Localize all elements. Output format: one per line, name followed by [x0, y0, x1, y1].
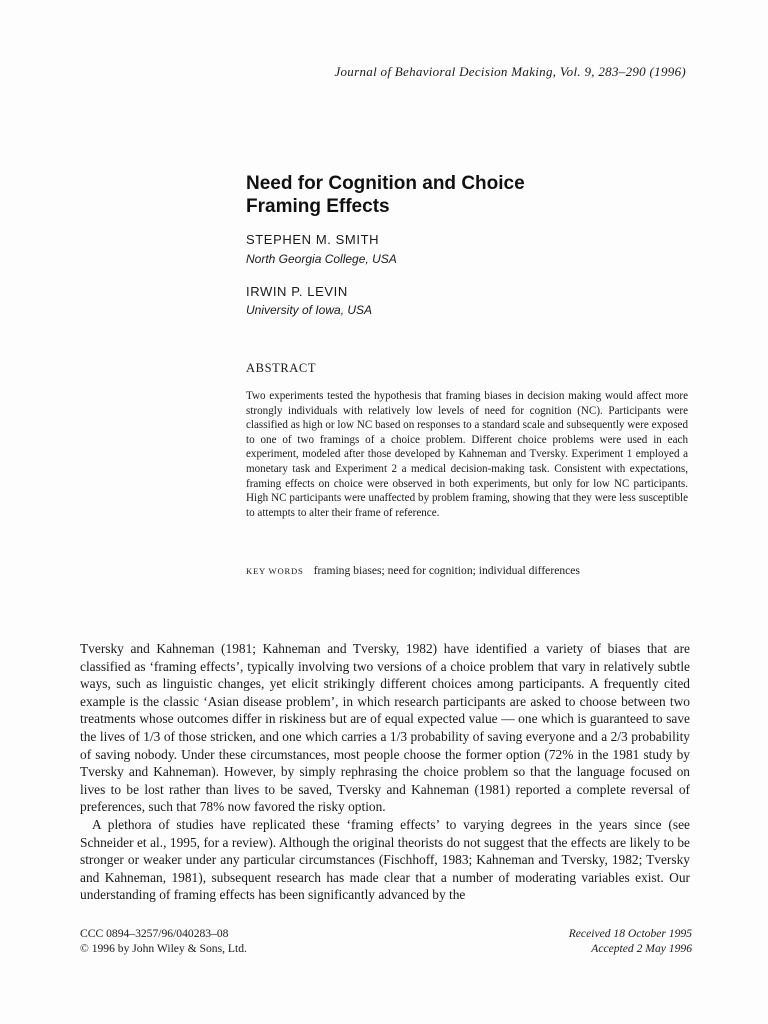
abstract-heading: ABSTRACT	[246, 361, 317, 375]
abstract-text: Two experiments tested the hypothesis that framing biases in decision making would affect more strongly individuals with relatively low levels of need for cognition (NC). Participants were classified as high or low NC based on responses to a standard scale and subsequently were exposed to one of two framings of a choice problem. Different choice problems were used in each experiment, modeled after those developed by Kahneman and Tversky. Experiment 1 employed a monetary task and Experiment 2 a medical decision-making task. Consistent with expectations, framing effects on choice were observed in both experiments, but only for low NC participants. High NC participants were unaffected by problem framing, showing that they were less susceptible to attempts to alter their frame of reference.	[246, 390, 688, 519]
author-affiliation-2: University of Iowa, USA	[246, 303, 373, 317]
journal-header: Journal of Behavioral Decision Making, Vol. 9, 283–290 (1996)	[334, 64, 686, 79]
keywords	[246, 564, 688, 577]
received-date: Received 18 October 1995	[568, 927, 692, 940]
keywords-text: framing biases; need for cognition; individual differences	[313, 564, 580, 577]
body-paragraph-2: A plethora of studies have replicated these ‘framing effects’ to varying degrees in the years since (see Schneider et al., 1995, for a review). Although the original theorists do not suggest that the effects are likely to be stronger or weaker under any particular circumstances (Fischhoff, 1983; Kahneman and Tversky, 1982; Tversky and Kahneman, 1981), subsequent research has made clear that a number of moderating variables exist. Our understanding of framing effects has been significantly advanced by the	[80, 816, 690, 903]
author-name-2: IRWIN P. LEVIN	[246, 284, 348, 299]
footer-publication-info	[80, 926, 247, 956]
body-text	[80, 640, 690, 904]
footer-dates	[569, 926, 692, 956]
body-paragraph-1: Tversky and Kahneman (1981; Kahneman and Tversky, 1982) have identified a variety of biases that are classified as ‘framing effects’, typically involving two versions of a choice problem that vary in relatively subtle ways, such as linguistic changes, yet elicit strikingly different choices among participants. A frequently cited example is the classic ‘Asian disease problem’, in which research participants are asked to choose between two treatments whose outcomes differ in riskiness but are of equal expected value — one which is guaranteed to save the lives of 1/3 of those stricken, and one which carries a 1/3 probability of saving everyone and a 2/3 probability of saving nobody. Under these circumstances, most people choose the former option (72% in the 1981 study by Tversky and Kahneman). However, by simply rephrasing the choice problem so that the language focused on lives to be lost rather than lives to be saved, Tversky and Kahneman (1981) reported a complete reversal of preferences, such that 78% now favored the risky option.	[80, 641, 690, 815]
keywords-label: KEY WORDS	[246, 566, 304, 576]
article-title-line-1: Need for Cognition and Choice	[246, 173, 525, 194]
article-title	[246, 172, 686, 218]
article-title-line-2: Framing Effects	[246, 196, 390, 217]
author-name-1: STEPHEN M. SMITH	[246, 232, 380, 247]
ccc-code: CCC 0894–3257/96/040283–08	[80, 927, 229, 940]
copyright-notice: © 1996 by John Wiley & Sons, Ltd.	[80, 942, 247, 955]
author-affiliation-1: North Georgia College, USA	[246, 252, 397, 266]
accepted-date: Accepted 2 May 1996	[591, 942, 692, 955]
